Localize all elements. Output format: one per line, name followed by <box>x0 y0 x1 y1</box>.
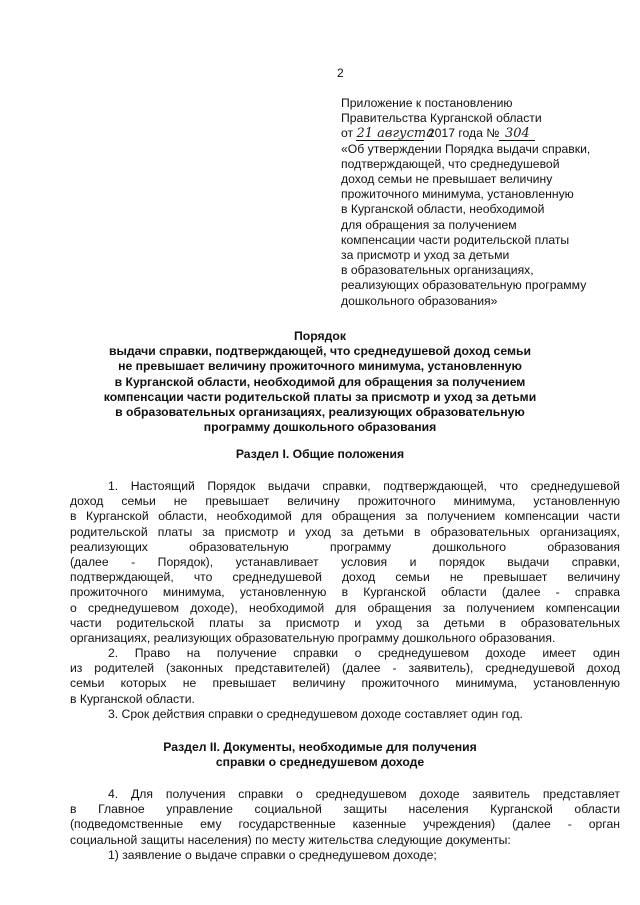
title-line-3: не превышает величину прожиточного минимума, установленную <box>118 359 522 374</box>
appendix-date-line <box>341 126 631 141</box>
item-1-text: 1) заявление о выдаче справки о среднедушевом доходе; <box>108 848 437 862</box>
date-prefix: от <box>341 126 354 141</box>
p1-line-10: части родительской платы за присмотр и уход за детьми в образовательных <box>70 615 620 630</box>
handwritten-number: 304 <box>499 127 535 141</box>
appendix-title-line-8: за присмотр и уход за детьми <box>341 248 510 263</box>
appendix-title-line-11: дошкольного образования» <box>341 293 498 308</box>
p1-line-8: прожиточного минимума, установленную в Курганской области (далее - справка <box>70 585 620 600</box>
p2-line-3: семьи которых не превышает величину прожиточного минимума, установленную <box>70 676 620 691</box>
appendix-title-line-3: доход семьи не превышает величину <box>341 172 553 187</box>
section-2-heading-line-1: Раздел II. Документы, необходимые для получения <box>163 740 477 754</box>
title-line-6: в образовательных организациях, реализующих образовательную <box>115 405 525 420</box>
section-1-heading <box>90 447 550 462</box>
title-line-2: выдачи справки, подтверждающей, что среднедушевой доход семьи <box>109 344 531 359</box>
appendix-title-line-6: для обращения за получением <box>341 217 517 232</box>
p1-line-11: организациях, реализующих образовательную программу дошкольного образования. <box>70 631 556 646</box>
appendix-line-1: Приложение к постановлению <box>341 96 513 110</box>
p1-line-4: родительской платы за присмотр и уход за детьми в образовательных организациях, <box>70 524 620 539</box>
title-line-5: компенсации части родительской платы за присмотр и уход за детьми <box>103 389 537 404</box>
section-1-heading-text: Раздел I. Общие положения <box>235 447 405 461</box>
p1-line-9: о среднедушевом доходе), необходимой для обращения за получением компенсации <box>70 600 620 615</box>
page-number: 2 <box>337 66 344 80</box>
p2-line-2: из родителей (законных представителей) (далее - заявитель), среднедушевой доход <box>70 661 620 676</box>
list-item-1 <box>70 848 620 863</box>
p1-line-1: 1. Настоящий Порядок выдачи справки, подтверждающей, что среднедушевой <box>108 479 620 493</box>
paragraph-4 <box>70 787 620 848</box>
title-line-7: программу дошкольного образования <box>203 420 437 435</box>
handwritten-date: 21 августа <box>356 126 434 142</box>
appendix-title-line-4: прожиточного минимума, установленную <box>341 187 574 202</box>
p4-line-1: 4. Для получения справки о среднедушевом доходе заявитель представляет <box>108 787 620 801</box>
appendix-title-line-1: «Об утверждении Порядка выдачи справки, <box>341 141 591 156</box>
appendix-title-line-7: компенсации части родительской платы <box>341 232 570 247</box>
paragraph-1 <box>70 479 620 646</box>
p1-line-2: доход семьи не превышает величину прожиточного минимума, установленную <box>70 494 620 509</box>
p1-line-7: подтверждающей, что среднедушевой доход семьи не превышает величину <box>70 570 620 585</box>
p1-line-5: реализующих образовательную программу дошкольного образования <box>70 539 620 554</box>
p4-line-3: (подведомственные ему государственные казенные учреждения) (далее - орган <box>70 817 620 832</box>
p3-line-1: 3. Срок действия справки о среднедушевом доходе составляет один год. <box>108 707 523 721</box>
appendix-line-2: Правительства Курганской области <box>341 111 542 126</box>
title-line-4: в Курганской области, необходимой для обращения за получением <box>114 374 526 389</box>
section-2-heading <box>90 740 550 770</box>
appendix-block <box>341 96 631 309</box>
appendix-title-line-5: в Курганской области, необходимой <box>341 202 545 217</box>
p1-line-6: (далее - Порядок), устанавливает условия и порядок выдачи справки, <box>70 555 620 570</box>
p2-line-1: 2. Право на получение справки о среднедушевом доходе имеет один <box>108 646 620 660</box>
appendix-title-line-10: реализующих образовательную программу <box>341 278 587 293</box>
appendix-title-line-9: в образовательных организациях, <box>341 263 534 278</box>
section-2-heading-line-2: справки о среднедушевом доходе <box>215 755 425 770</box>
p1-line-3: в Курганской области, необходимой для обращения за получением компенсации части <box>70 509 620 524</box>
paragraph-2 <box>70 646 620 707</box>
p4-line-2: в Главное управление социальной защиты населения Курганской области <box>70 802 620 817</box>
p2-line-4: в Курганской области. <box>70 691 195 706</box>
paragraph-3 <box>70 707 620 722</box>
p4-line-4: социальной защиты населения) по месту жительства следующие документы: <box>70 832 511 847</box>
document-title <box>90 329 550 435</box>
title-line-1: Порядок <box>294 329 346 343</box>
appendix-title-line-2: подтверждающей, что среднедушевой <box>341 156 560 171</box>
year-text: 2017 года № <box>427 126 500 141</box>
